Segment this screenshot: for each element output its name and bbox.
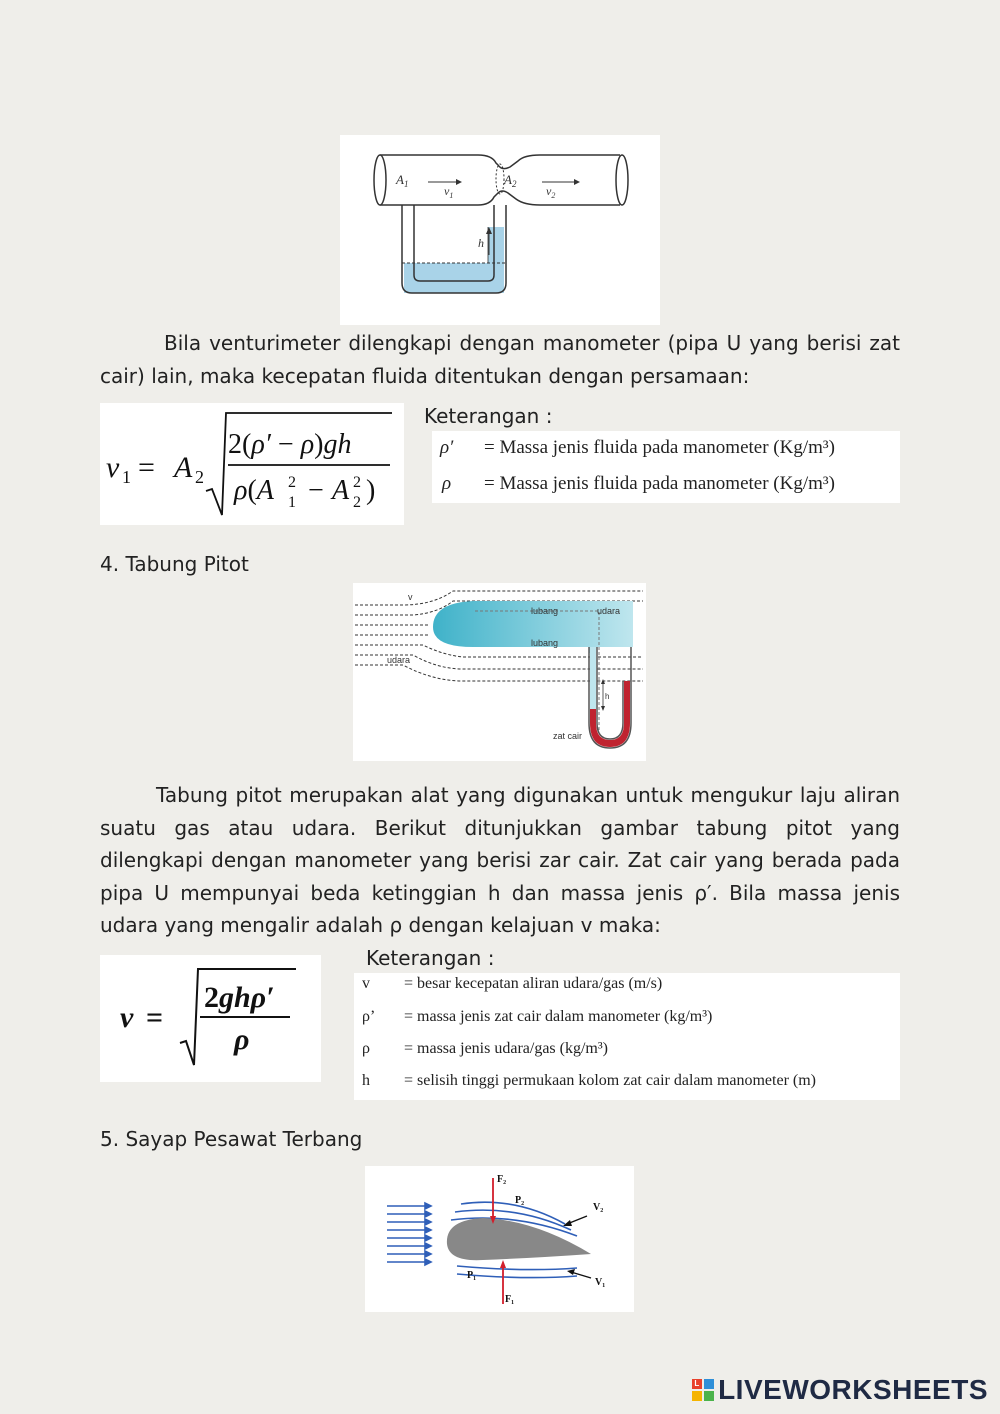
wing-figure — [365, 1166, 634, 1312]
venturi-keterangan-box: ρ′ = Massa jenis fluida pada manometer (Kg/m³) ρ = Massa jenis fluida pada manometer (Kg/m³) — [432, 431, 900, 503]
venturi-keterangan-title: Keterangan : — [424, 404, 553, 428]
pitot-keterangan-title: Keterangan : — [366, 946, 495, 970]
wing-label-p2: P₂ — [515, 1195, 525, 1206]
wing-heading: 5. Sayap Pesawat Terbang — [100, 1127, 363, 1151]
pitot-label-udara-top: udara — [597, 606, 621, 616]
liveworksheets-logo[interactable] — [692, 1374, 988, 1406]
svg-text:v: v — [120, 1001, 134, 1034]
pitot-paragraph: Tabung pitot merupakan alat yang digunakan untuk mengukur laju aliran suatu gas atau udara. Berikut ditunjukkan gambar tabung pitot yang dilengkapi dengan manometer yang berisi zar cair. Zat cair yang berada pada pipa U mempunyai beda ketinggian h dan massa jenis ρ′. Bila massa jenis udara yang mengalir adalah ρ dengan kelajuan v maka: — [100, 783, 900, 937]
svg-text:2: 2 — [353, 494, 361, 511]
manometer-water-right — [488, 227, 504, 293]
svg-text:A: A — [332, 475, 350, 506]
liveworksheets-brand: LIVEWORKSHEETS — [718, 1374, 988, 1405]
venturi-paragraph: Bila venturimeter dilengkapi dengan manometer (pipa U yang berisi zat cair) lain, maka kecepatan fluida ditentukan dengan persamaan: — [100, 331, 900, 388]
svg-text:1: 1 — [122, 467, 131, 487]
label-a1: $A_1$ — [396, 172, 409, 189]
pitot-formula-svg — [100, 955, 321, 1082]
svg-text:): ) — [366, 475, 376, 506]
pitot-label-zat-cair: zat cair — [553, 731, 583, 741]
pitot-label-lubang-top: lubang — [531, 606, 559, 616]
label-a2: $A_2$ — [504, 172, 517, 189]
pitot-label-v: v — [408, 592, 413, 602]
pitot-heading: 4. Tabung Pitot — [100, 552, 249, 576]
wing-label-v1: V₁ — [595, 1277, 606, 1288]
svg-text:2(ρ′ − ρ)gh: 2(ρ′ − ρ)gh — [228, 429, 352, 460]
venturi-figure — [340, 135, 660, 325]
venturi-formula-svg — [100, 403, 404, 525]
pitot-figure — [353, 583, 646, 761]
pitot-label-udara-left: udara — [387, 655, 411, 665]
wing-label-v2: V₂ — [593, 1202, 604, 1213]
svg-text:ρ: ρ — [234, 1023, 250, 1056]
label-v1: $v_1$ — [444, 184, 454, 200]
svg-text:ρ(A: ρ(A — [234, 475, 274, 506]
pitot-formula — [100, 955, 321, 1082]
pitot-keterangan-box: v = besar kecepatan aliran udara/gas (m/s) ρ’ = massa jenis zat cair dalam manometer (kg/m³) ρ = massa jenis udara/gas (kg/m³) h = selisih tinggi permukaan kolom zat cair dalam manometer (m) — [354, 973, 900, 1100]
wing-label-f1: F₁ — [505, 1294, 515, 1305]
svg-text:−: − — [308, 475, 324, 506]
svg-text:2: 2 — [353, 474, 361, 491]
svg-text:v: v — [106, 451, 120, 484]
pitot-label-h: h — [605, 692, 610, 701]
svg-text:2: 2 — [288, 474, 296, 491]
pitot-diagram — [353, 583, 646, 761]
liveworksheets-badge: L — [692, 1379, 714, 1401]
wing-label-f2: F₂ — [497, 1174, 507, 1185]
svg-text:A: A — [174, 451, 193, 484]
venturi-formula — [100, 403, 404, 525]
svg-text:1: 1 — [288, 494, 296, 511]
venturi-diagram — [340, 135, 660, 325]
svg-text:2: 2 — [195, 467, 204, 487]
label-h: h — [478, 236, 484, 250]
svg-text:2ghρ′: 2ghρ′ — [204, 981, 275, 1014]
wing-diagram — [365, 1166, 634, 1312]
pitot-label-lubang-mid: lubang — [531, 638, 559, 648]
svg-text:=: = — [138, 451, 155, 484]
label-v2: $v_2$ — [546, 184, 556, 200]
wing-label-p1: P₁ — [467, 1270, 477, 1281]
svg-text:=: = — [146, 1001, 164, 1034]
